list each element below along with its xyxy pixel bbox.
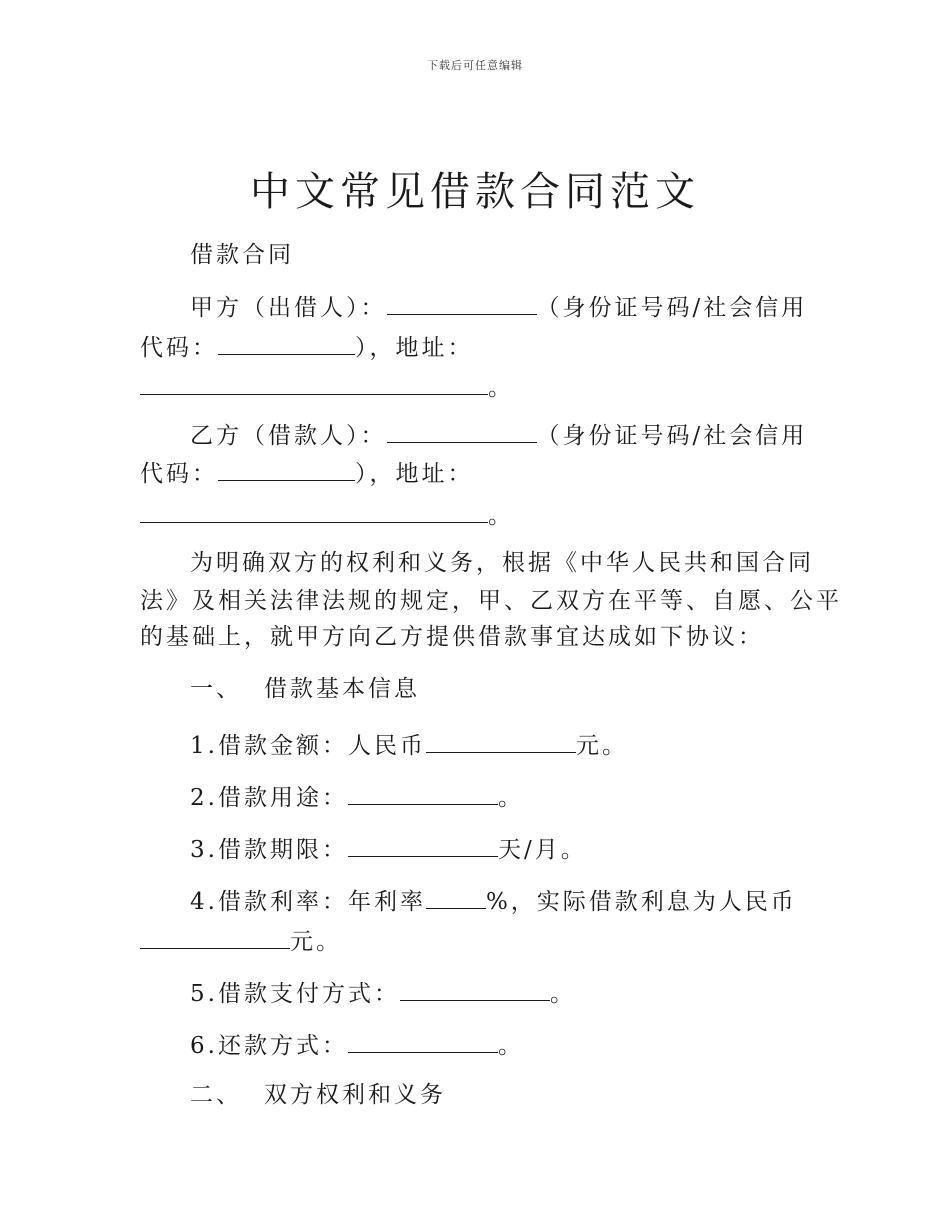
party-a-line-3 — [140, 372, 514, 403]
party-b-address-blank[interactable] — [140, 500, 488, 523]
item-1-label: 1.借款金额：人民币 — [190, 733, 426, 759]
section-2-heading — [190, 1080, 446, 1110]
party-b-label: 乙方（借款人）： — [190, 423, 387, 449]
item-5-label: 5.借款支付方式： — [190, 981, 400, 1007]
party-b-end: 。 — [488, 503, 514, 529]
intro-line-2: 法》及相关法律法规的规定，甲、乙双方在平等、自愿、公平 — [140, 588, 842, 614]
item-5 — [190, 978, 576, 1009]
party-b-line-2 — [140, 458, 474, 489]
item-2-end: 。 — [497, 785, 524, 811]
party-a-address-blank[interactable] — [140, 372, 488, 395]
interest-rate-blank[interactable] — [426, 886, 486, 909]
payment-method-blank[interactable] — [400, 978, 550, 1001]
intro-line-3: 的基础上，就甲方向乙方提供借款事宜达成如下协议： — [140, 624, 764, 650]
party-b-line-3 — [140, 500, 514, 531]
section-1-heading — [190, 674, 420, 704]
intro-line-1: 为明确双方的权利和义务，根据《中华人民共和国合同 — [190, 550, 814, 576]
item-3 — [190, 834, 587, 865]
party-b-code-label: 代码： — [140, 461, 218, 487]
party-a-code-blank[interactable] — [218, 332, 355, 355]
party-a-code-label: 代码： — [140, 335, 218, 361]
item-3-unit: 天/月。 — [497, 837, 587, 863]
item-4-unit: 元。 — [290, 929, 342, 955]
loan-amount-blank[interactable] — [426, 730, 576, 753]
party-a-address-label: ），地址： — [355, 335, 474, 361]
item-6-end: 。 — [497, 1033, 524, 1059]
party-a-label: 甲方（出借人）： — [190, 295, 387, 321]
party-a-id-label: （身份证号码/社会信用 — [536, 295, 808, 321]
item-4 — [190, 886, 797, 917]
item-2-label: 2.借款用途： — [190, 785, 348, 811]
party-b-name-blank[interactable] — [387, 420, 537, 443]
section-1-number: 一、 — [190, 676, 242, 702]
loan-term-blank[interactable] — [348, 834, 498, 857]
party-b-line-1 — [190, 420, 807, 451]
party-b-code-blank[interactable] — [218, 458, 355, 481]
party-b-id-label: （身份证号码/社会信用 — [536, 423, 808, 449]
party-a-line-2 — [140, 332, 474, 363]
item-2 — [190, 782, 524, 813]
party-a-end: 。 — [488, 375, 514, 401]
item-1 — [190, 730, 628, 761]
document-title: 中文常见借款合同范文 — [250, 169, 700, 215]
item-4-label: 4.借款利率：年利率 — [190, 889, 426, 915]
item-1-unit: 元。 — [575, 733, 628, 759]
contract-heading: 借款合同 — [190, 242, 294, 268]
item-3-label: 3.借款期限： — [190, 837, 348, 863]
repayment-method-blank[interactable] — [348, 1030, 498, 1053]
page-header: 下载后可任意编辑 — [427, 59, 523, 72]
party-a-line-1 — [190, 292, 807, 323]
party-b-address-label: ），地址： — [355, 461, 474, 487]
section-1-title: 借款基本信息 — [264, 676, 420, 702]
interest-amount-blank[interactable] — [140, 926, 290, 949]
item-5-end: 。 — [549, 981, 576, 1007]
item-6 — [190, 1030, 524, 1061]
loan-purpose-blank[interactable] — [348, 782, 498, 805]
item-4-interest-label: %，实际借款利息为人民币 — [485, 889, 797, 915]
section-2-title: 双方权利和义务 — [264, 1082, 446, 1108]
party-a-name-blank[interactable] — [387, 292, 537, 315]
item-6-label: 6.还款方式： — [190, 1033, 348, 1059]
section-2-number: 二、 — [190, 1082, 242, 1108]
item-4-line-2 — [140, 926, 342, 957]
